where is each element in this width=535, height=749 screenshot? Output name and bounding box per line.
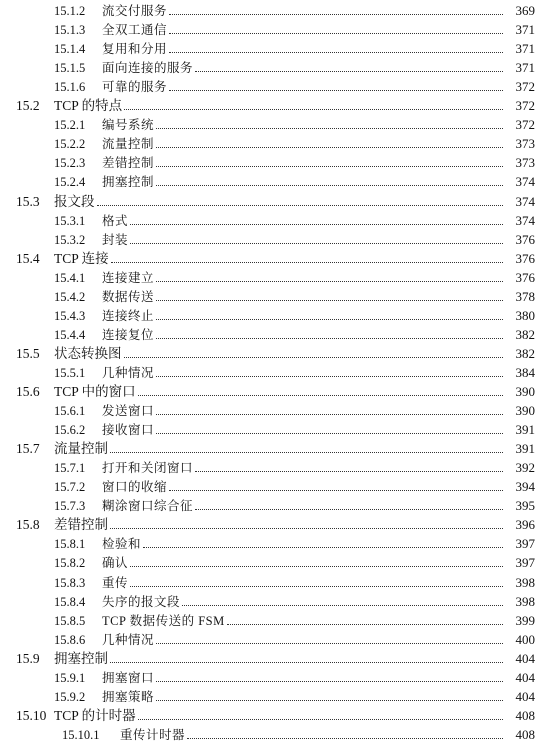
- toc-entry[interactable]: [0, 58, 535, 78]
- dot-leader: [156, 299, 503, 301]
- toc-entry[interactable]: [0, 115, 535, 135]
- toc-entry-title: 接收窗口: [102, 423, 155, 438]
- dot-leader: [156, 127, 503, 129]
- toc-entry-page: 374: [515, 212, 535, 228]
- toc-entry-number: 15.10.1: [62, 727, 100, 742]
- toc-entry[interactable]: [0, 1, 535, 21]
- toc-entry-number: 15.2: [16, 98, 40, 114]
- toc-entry-page: 371: [515, 60, 535, 76]
- dot-leader: [156, 432, 503, 434]
- toc-entry-number: 15.8: [16, 517, 40, 533]
- toc-entry[interactable]: [0, 306, 535, 326]
- toc-entry-page: 376: [515, 250, 535, 266]
- toc-entry-number: 15.2.4: [54, 175, 86, 190]
- toc-entry-number: 15.8.1: [54, 537, 86, 552]
- toc-entry-title: 全双工通信: [102, 23, 168, 38]
- dot-leader: [187, 737, 503, 739]
- toc-entry[interactable]: [0, 725, 535, 745]
- toc-entry-title: TCP 的特点: [54, 98, 123, 114]
- toc-entry-number: 15.9.1: [54, 670, 86, 685]
- toc-entry-number: 15.6.1: [54, 404, 86, 419]
- toc-entry[interactable]: [0, 649, 535, 669]
- toc-entry[interactable]: [0, 420, 535, 440]
- toc-entry-title: 发送窗口: [102, 404, 155, 419]
- toc-entry-number: 15.8.2: [54, 556, 86, 571]
- toc-entry-title: 几种情况: [102, 632, 155, 647]
- toc-entry-title: 流交付服务: [102, 4, 168, 18]
- dot-leader: [130, 242, 503, 244]
- toc-entry[interactable]: [0, 477, 535, 497]
- toc-entry[interactable]: [0, 534, 535, 554]
- toc-entry-number: 15.1.2: [54, 4, 86, 18]
- toc-entry[interactable]: [0, 96, 535, 116]
- toc-entry-title: 状态转换图: [54, 345, 122, 361]
- dot-leader: [97, 204, 504, 206]
- dot-leader: [111, 261, 503, 263]
- dot-leader: [156, 642, 503, 644]
- toc-entry-title: 连接终止: [102, 308, 155, 323]
- toc-entry[interactable]: [0, 325, 535, 345]
- toc-entry[interactable]: [0, 134, 535, 154]
- dot-leader: [130, 565, 503, 567]
- dot-leader: [169, 51, 503, 53]
- toc-entry-page: 395: [515, 498, 535, 514]
- toc-entry[interactable]: [0, 268, 535, 288]
- toc-entry-number: 15.7.3: [54, 499, 86, 514]
- toc-entry[interactable]: [0, 344, 535, 364]
- dot-leader: [130, 223, 503, 225]
- dot-leader: [156, 165, 503, 167]
- toc-entry-page: 378: [515, 288, 535, 304]
- toc-entry-title: 流量控制: [54, 441, 108, 457]
- toc-entry-title: 重传计时器: [120, 727, 186, 742]
- toc-entry-number: 15.1.5: [54, 61, 86, 76]
- dot-leader: [138, 718, 503, 720]
- toc-entry[interactable]: [0, 515, 535, 535]
- toc-entry-page: 398: [515, 593, 535, 609]
- toc-entry-page: 372: [515, 117, 535, 133]
- toc-entry-title: 差错控制: [102, 156, 155, 171]
- toc-entry[interactable]: [0, 573, 535, 593]
- toc-entry-number: 15.7.2: [54, 480, 86, 495]
- toc-entry-number: 15.3.2: [54, 232, 86, 247]
- toc-entry-title: 拥塞窗口: [102, 670, 155, 685]
- toc-entry-title: 流量控制: [102, 137, 155, 152]
- dot-leader: [110, 527, 503, 529]
- toc-entry-title: 连接建立: [102, 270, 155, 285]
- toc-entry-page: 404: [515, 688, 535, 704]
- toc-entry-number: 15.3: [16, 193, 40, 209]
- toc-entry-title: 封装: [102, 232, 129, 247]
- dot-leader: [138, 394, 503, 396]
- dot-leader: [124, 356, 504, 358]
- toc-entry-number: 15.4: [16, 250, 40, 266]
- toc-entry-page: 380: [515, 307, 535, 323]
- toc-entry[interactable]: [0, 458, 535, 478]
- dot-leader: [169, 89, 503, 91]
- toc-entry-title: TCP 的计时器: [54, 707, 136, 723]
- toc-entry-number: 15.1.6: [54, 80, 86, 95]
- toc-entry-page: 372: [515, 98, 535, 114]
- toc-entry-number: 15.8.6: [54, 632, 86, 647]
- toc-entry-title: 编号系统: [102, 118, 155, 133]
- toc-entry-title: 报文段: [54, 193, 95, 209]
- toc-entry-title: 数据传送: [102, 289, 155, 304]
- toc-entry-number: 15.5.1: [54, 365, 86, 380]
- toc-entry-title: 差错控制: [54, 517, 108, 533]
- toc-entry[interactable]: [0, 630, 535, 650]
- toc-entry-page: 371: [515, 41, 535, 57]
- dot-leader: [195, 70, 503, 72]
- toc-entry-page: 408: [515, 726, 535, 742]
- toc-entry[interactable]: [0, 363, 535, 383]
- toc-entry-title: 复用和分用: [102, 42, 168, 57]
- toc-entry-title: 面向连接的服务: [102, 61, 194, 76]
- toc-entry-title: 几种情况: [102, 365, 155, 380]
- toc-entry[interactable]: [0, 211, 535, 231]
- dot-leader: [227, 623, 503, 625]
- toc-entry[interactable]: [0, 249, 535, 269]
- toc-entry-number: 15.2.1: [54, 118, 86, 133]
- toc-entry-number: 15.4.1: [54, 270, 86, 285]
- toc-entry-title: 确认: [102, 556, 129, 571]
- toc-entry-number: 15.1.4: [54, 42, 86, 57]
- toc-entry-number: 15.4.2: [54, 289, 86, 304]
- toc-entry-number: 15.3.1: [54, 213, 86, 228]
- toc-entry-title: 糊涂窗口综合征: [102, 499, 194, 514]
- toc-entry-number: 15.8.4: [54, 594, 86, 609]
- toc-entry[interactable]: [0, 382, 535, 402]
- toc-entry-number: 15.8.5: [54, 613, 86, 628]
- dot-leader: [110, 451, 503, 453]
- toc-entry-title: TCP 中的窗口: [54, 384, 136, 399]
- dot-leader: [156, 280, 503, 282]
- toc-entry[interactable]: [0, 401, 535, 421]
- dot-leader: [195, 470, 503, 472]
- toc-entry-number: 15.7: [16, 441, 40, 457]
- toc-entry-page: 397: [515, 555, 535, 571]
- toc-entry-number: 15.9.2: [54, 689, 86, 704]
- toc-entry-page: 404: [515, 650, 535, 666]
- toc-entry-page: 382: [515, 326, 535, 342]
- dot-leader: [156, 375, 503, 377]
- toc-entry[interactable]: [0, 153, 535, 173]
- toc-entry-number: 15.8.3: [54, 575, 86, 590]
- toc-entry-page: 396: [515, 517, 535, 533]
- toc-entry-title: TCP 数据传送的 FSM: [102, 613, 225, 628]
- toc-entry-page: 404: [515, 669, 535, 685]
- toc-entry-title: 窗口的收缩: [102, 480, 168, 495]
- toc-entry[interactable]: [0, 39, 535, 59]
- toc-entry[interactable]: [0, 668, 535, 688]
- dot-leader: [156, 699, 503, 701]
- toc-entry[interactable]: [0, 611, 535, 631]
- toc-entry-page: 390: [515, 384, 535, 399]
- toc-entry-title: 打开和关闭窗口: [102, 461, 194, 476]
- toc-entry-page: 376: [515, 231, 535, 247]
- toc-entry-title: 连接复位: [102, 327, 155, 342]
- toc-entry-title: 重传: [102, 575, 129, 590]
- toc-entry-number: 15.4.3: [54, 308, 86, 323]
- dot-leader: [143, 546, 503, 548]
- toc-entry[interactable]: [0, 439, 535, 459]
- dot-leader: [156, 146, 503, 148]
- toc-entry-page: 373: [515, 155, 535, 171]
- toc-entry-page: 374: [515, 174, 535, 190]
- toc-entry-title: 格式: [102, 213, 129, 228]
- toc-entry-number: 15.1.3: [54, 23, 86, 38]
- toc-entry-number: 15.2.2: [54, 137, 86, 152]
- toc-entry-title: 检验和: [102, 537, 142, 552]
- toc-entry-page: 373: [515, 136, 535, 152]
- toc-entry-title: 拥塞控制: [54, 650, 108, 666]
- dot-leader: [110, 661, 503, 663]
- toc-entry-page: 398: [515, 574, 535, 590]
- dot-leader: [169, 32, 503, 34]
- toc-entry-title: TCP 连接: [54, 250, 109, 266]
- dot-leader: [156, 337, 503, 339]
- dot-leader: [156, 184, 503, 186]
- toc-entry-page: 391: [515, 441, 535, 457]
- toc-entry-number: 15.2.3: [54, 156, 86, 171]
- toc-entry[interactable]: [0, 553, 535, 573]
- toc-entry[interactable]: [0, 706, 535, 726]
- dot-leader: [169, 13, 503, 15]
- toc-entry-page: 382: [515, 345, 535, 361]
- toc-entry[interactable]: [0, 287, 535, 307]
- dot-leader: [156, 680, 503, 682]
- dot-leader: [169, 489, 503, 491]
- dot-leader: [156, 413, 503, 415]
- toc-entry-page: 400: [515, 631, 535, 647]
- toc-entry-page: 369: [515, 3, 535, 18]
- toc-entry-number: 15.7.1: [54, 461, 86, 476]
- dot-leader: [195, 508, 503, 510]
- toc-entry-page: 392: [515, 460, 535, 476]
- toc-entry-page: 372: [515, 79, 535, 95]
- toc-entry-title: 可靠的服务: [102, 80, 168, 95]
- toc-entry-title: 拥塞控制: [102, 175, 155, 190]
- toc-entry-number: 15.6.2: [54, 423, 86, 438]
- toc-entry-page: 397: [515, 536, 535, 552]
- toc-entry-number: 15.9: [16, 650, 40, 666]
- toc-entry-number: 15.4.4: [54, 327, 86, 342]
- toc-entry-number: 15.5: [16, 345, 40, 361]
- dot-leader: [124, 108, 503, 110]
- toc-entry-page: 371: [515, 22, 535, 38]
- dot-leader: [130, 585, 503, 587]
- dot-leader: [182, 604, 503, 606]
- toc-entry-page: 376: [515, 269, 535, 285]
- toc-entry-page: 394: [515, 479, 535, 495]
- toc-entry[interactable]: [0, 687, 535, 707]
- toc-entry[interactable]: [0, 496, 535, 516]
- toc-entry-number: 15.6: [16, 384, 40, 399]
- toc-entry-page: 399: [515, 612, 535, 628]
- toc-entry-page: 374: [515, 193, 535, 209]
- toc-entry-number: 15.10: [16, 707, 47, 723]
- toc-entry-title: 拥塞策略: [102, 689, 155, 704]
- toc-entry[interactable]: [0, 172, 535, 192]
- toc-entry-page: 391: [515, 422, 535, 438]
- toc-entry[interactable]: [0, 192, 535, 212]
- toc-entry[interactable]: [0, 592, 535, 612]
- toc-entry-title: 失序的报文段: [102, 594, 181, 609]
- toc-entry[interactable]: [0, 230, 535, 250]
- toc-entry-page: 408: [515, 707, 535, 723]
- toc-entry[interactable]: [0, 77, 535, 97]
- toc-entry[interactable]: [0, 20, 535, 40]
- toc-entry-page: 384: [515, 364, 535, 380]
- dot-leader: [156, 318, 503, 320]
- toc-entry-page: 390: [515, 403, 535, 419]
